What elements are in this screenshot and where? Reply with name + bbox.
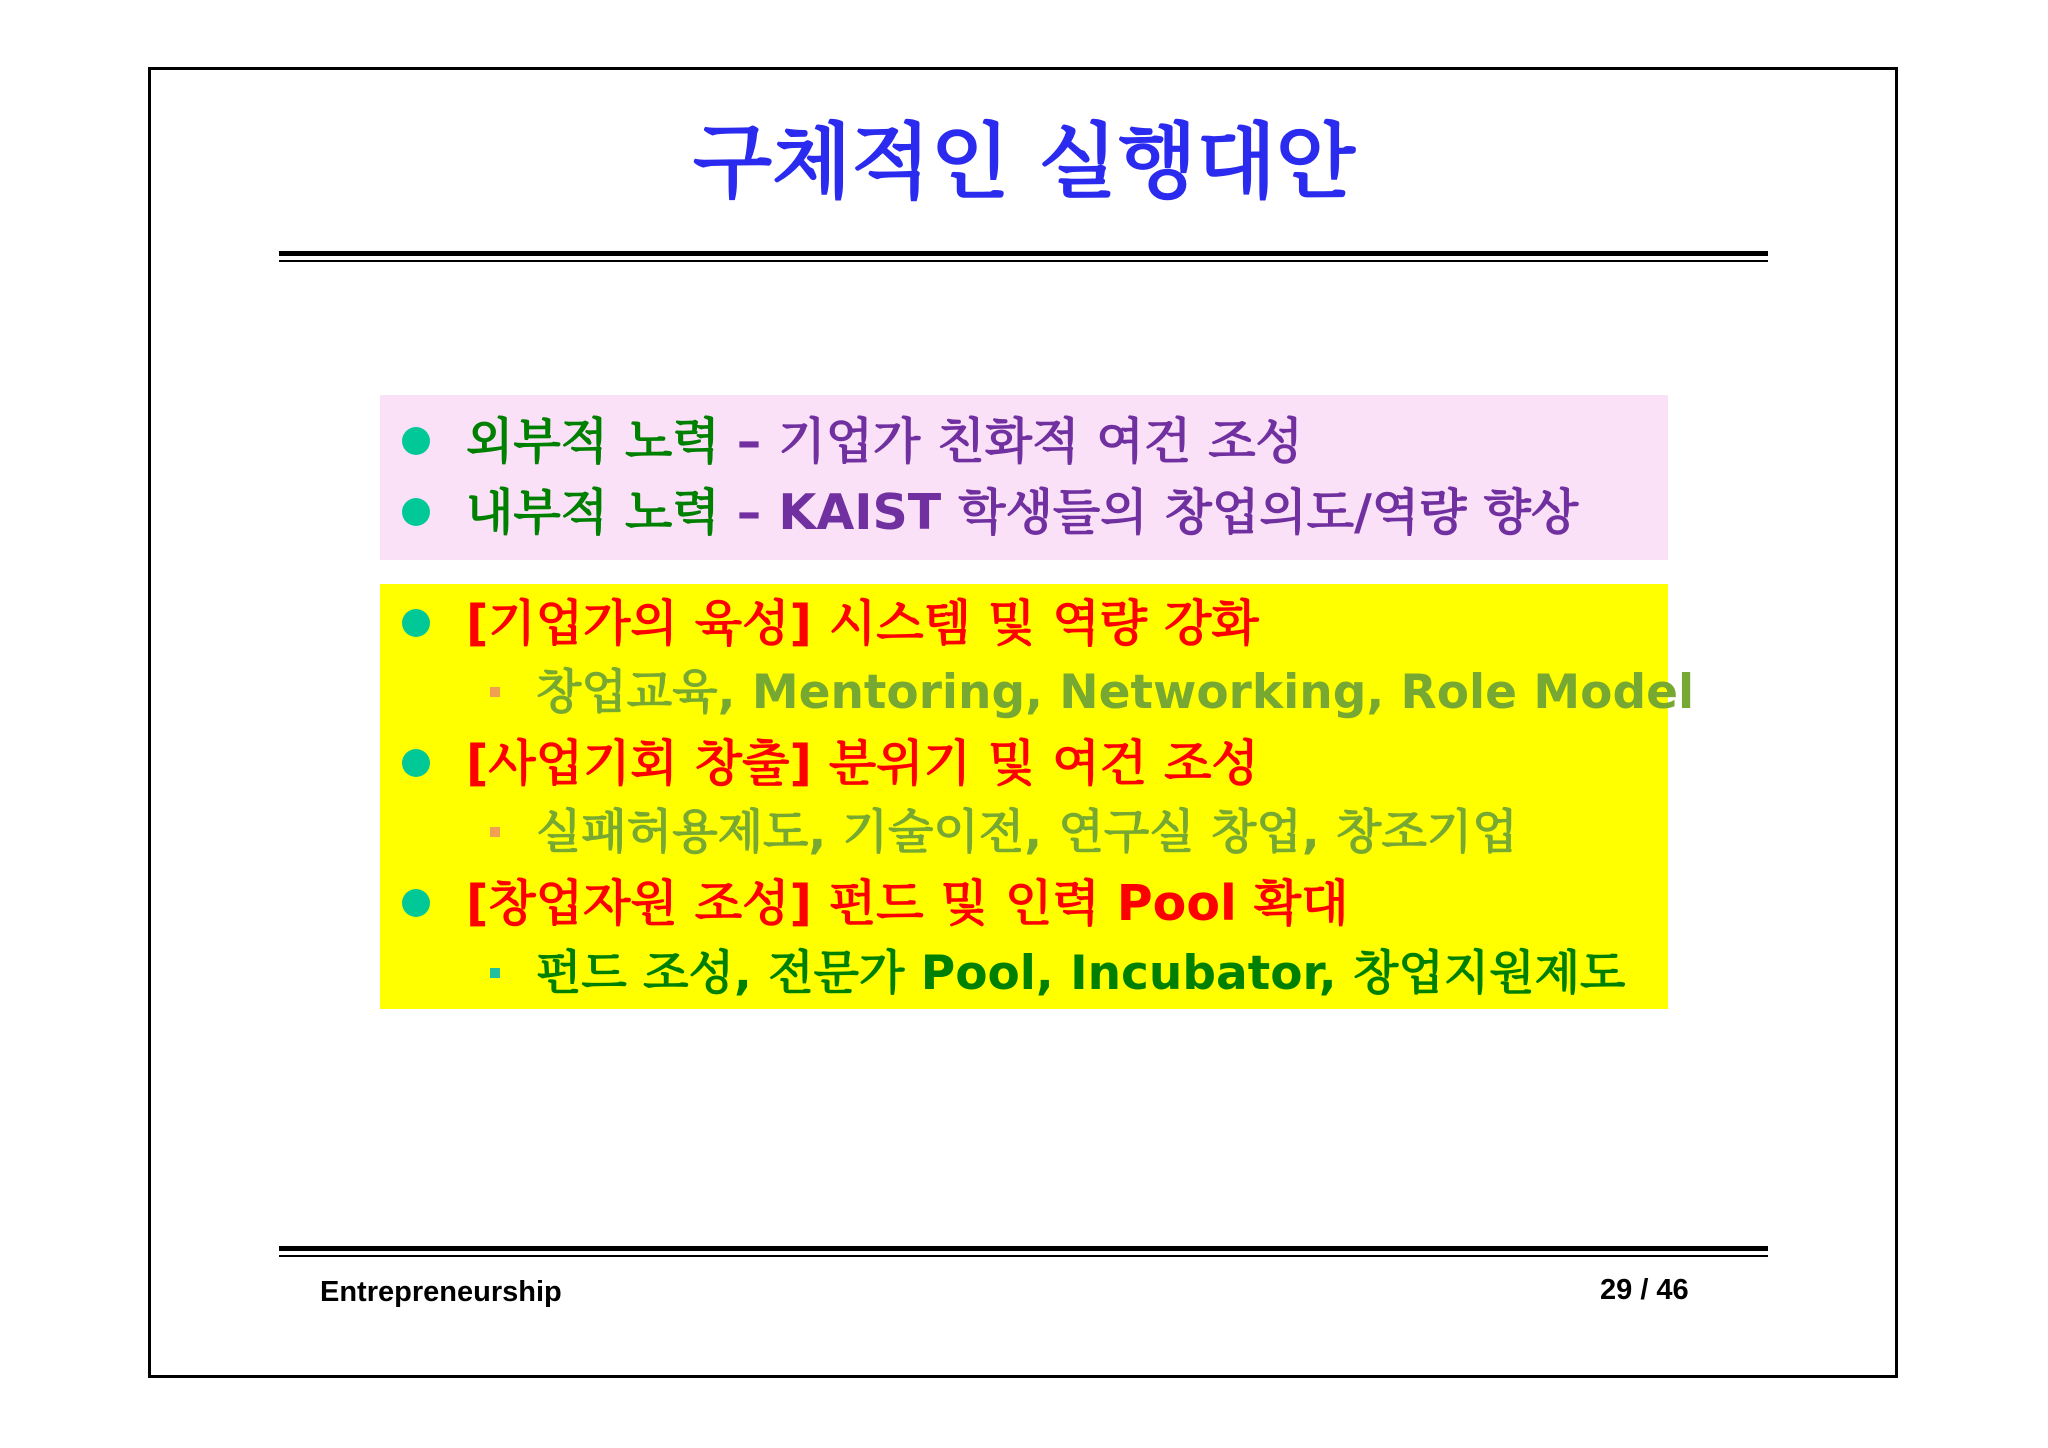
bullet-dot-icon [402,498,430,526]
bullet-dot-icon [402,749,430,777]
sub-item-startup-resources [380,939,1668,1009]
footer-divider [279,1246,1768,1257]
bullet-item-startup-resources [380,869,1668,939]
sub-item-entrepreneur-development [380,658,1695,728]
bullet-separator: – [719,413,779,470]
action-plan-box [380,584,1695,1009]
bullet-dot-icon [402,609,430,637]
bullet-heading: [기업가의 육성] 시스템 및 역량 강화 [466,595,1259,652]
bullet-text [466,407,1303,477]
bullet-text [466,478,1578,548]
bullet-lead: 내부적 노력 [466,484,720,541]
sub-item-text: 펀드 조성, 전문가 Pool, Incubator, 창업지원제도 [536,946,1626,1001]
bullet-item-entrepreneur-development [380,589,1668,659]
footer-course-name: Entrepreneurship [320,1276,562,1308]
bullet-rest: KAIST 학생들의 창업의도/역량 향상 [778,484,1579,541]
bullet-dot-icon [402,889,430,917]
square-bullet-icon [490,827,500,837]
sub-item-text: 창업교육, Mentoring, Networking, Role Model [536,665,1695,720]
bullet-dot-icon [402,427,430,455]
bullet-heading: [창업자원 조성] 펀드 및 인력 Pool 확대 [466,875,1349,932]
bullet-item-business-opportunity [380,729,1668,799]
bullet-separator: – [719,484,779,541]
bullet-lead: 외부적 노력 [466,413,720,470]
footer-page-number: 29 / 46 [1600,1274,1689,1306]
sub-item-business-opportunity [380,798,1668,868]
bullet-heading: [사업기회 창출] 분위기 및 여건 조성 [466,735,1259,792]
external-internal-effort-box [380,395,1668,560]
square-bullet-icon [490,968,500,978]
title-divider [279,251,1768,262]
bullet-rest: 기업가 친화적 여건 조성 [778,413,1303,470]
bullet-item-external [380,407,1668,477]
square-bullet-icon [490,687,500,697]
sub-item-text: 실패허용제도, 기술이전, 연구실 창업, 창조기업 [536,805,1518,860]
bullet-item-internal [380,478,1668,548]
slide-title: 구체적인 실행대안 [692,115,1356,210]
